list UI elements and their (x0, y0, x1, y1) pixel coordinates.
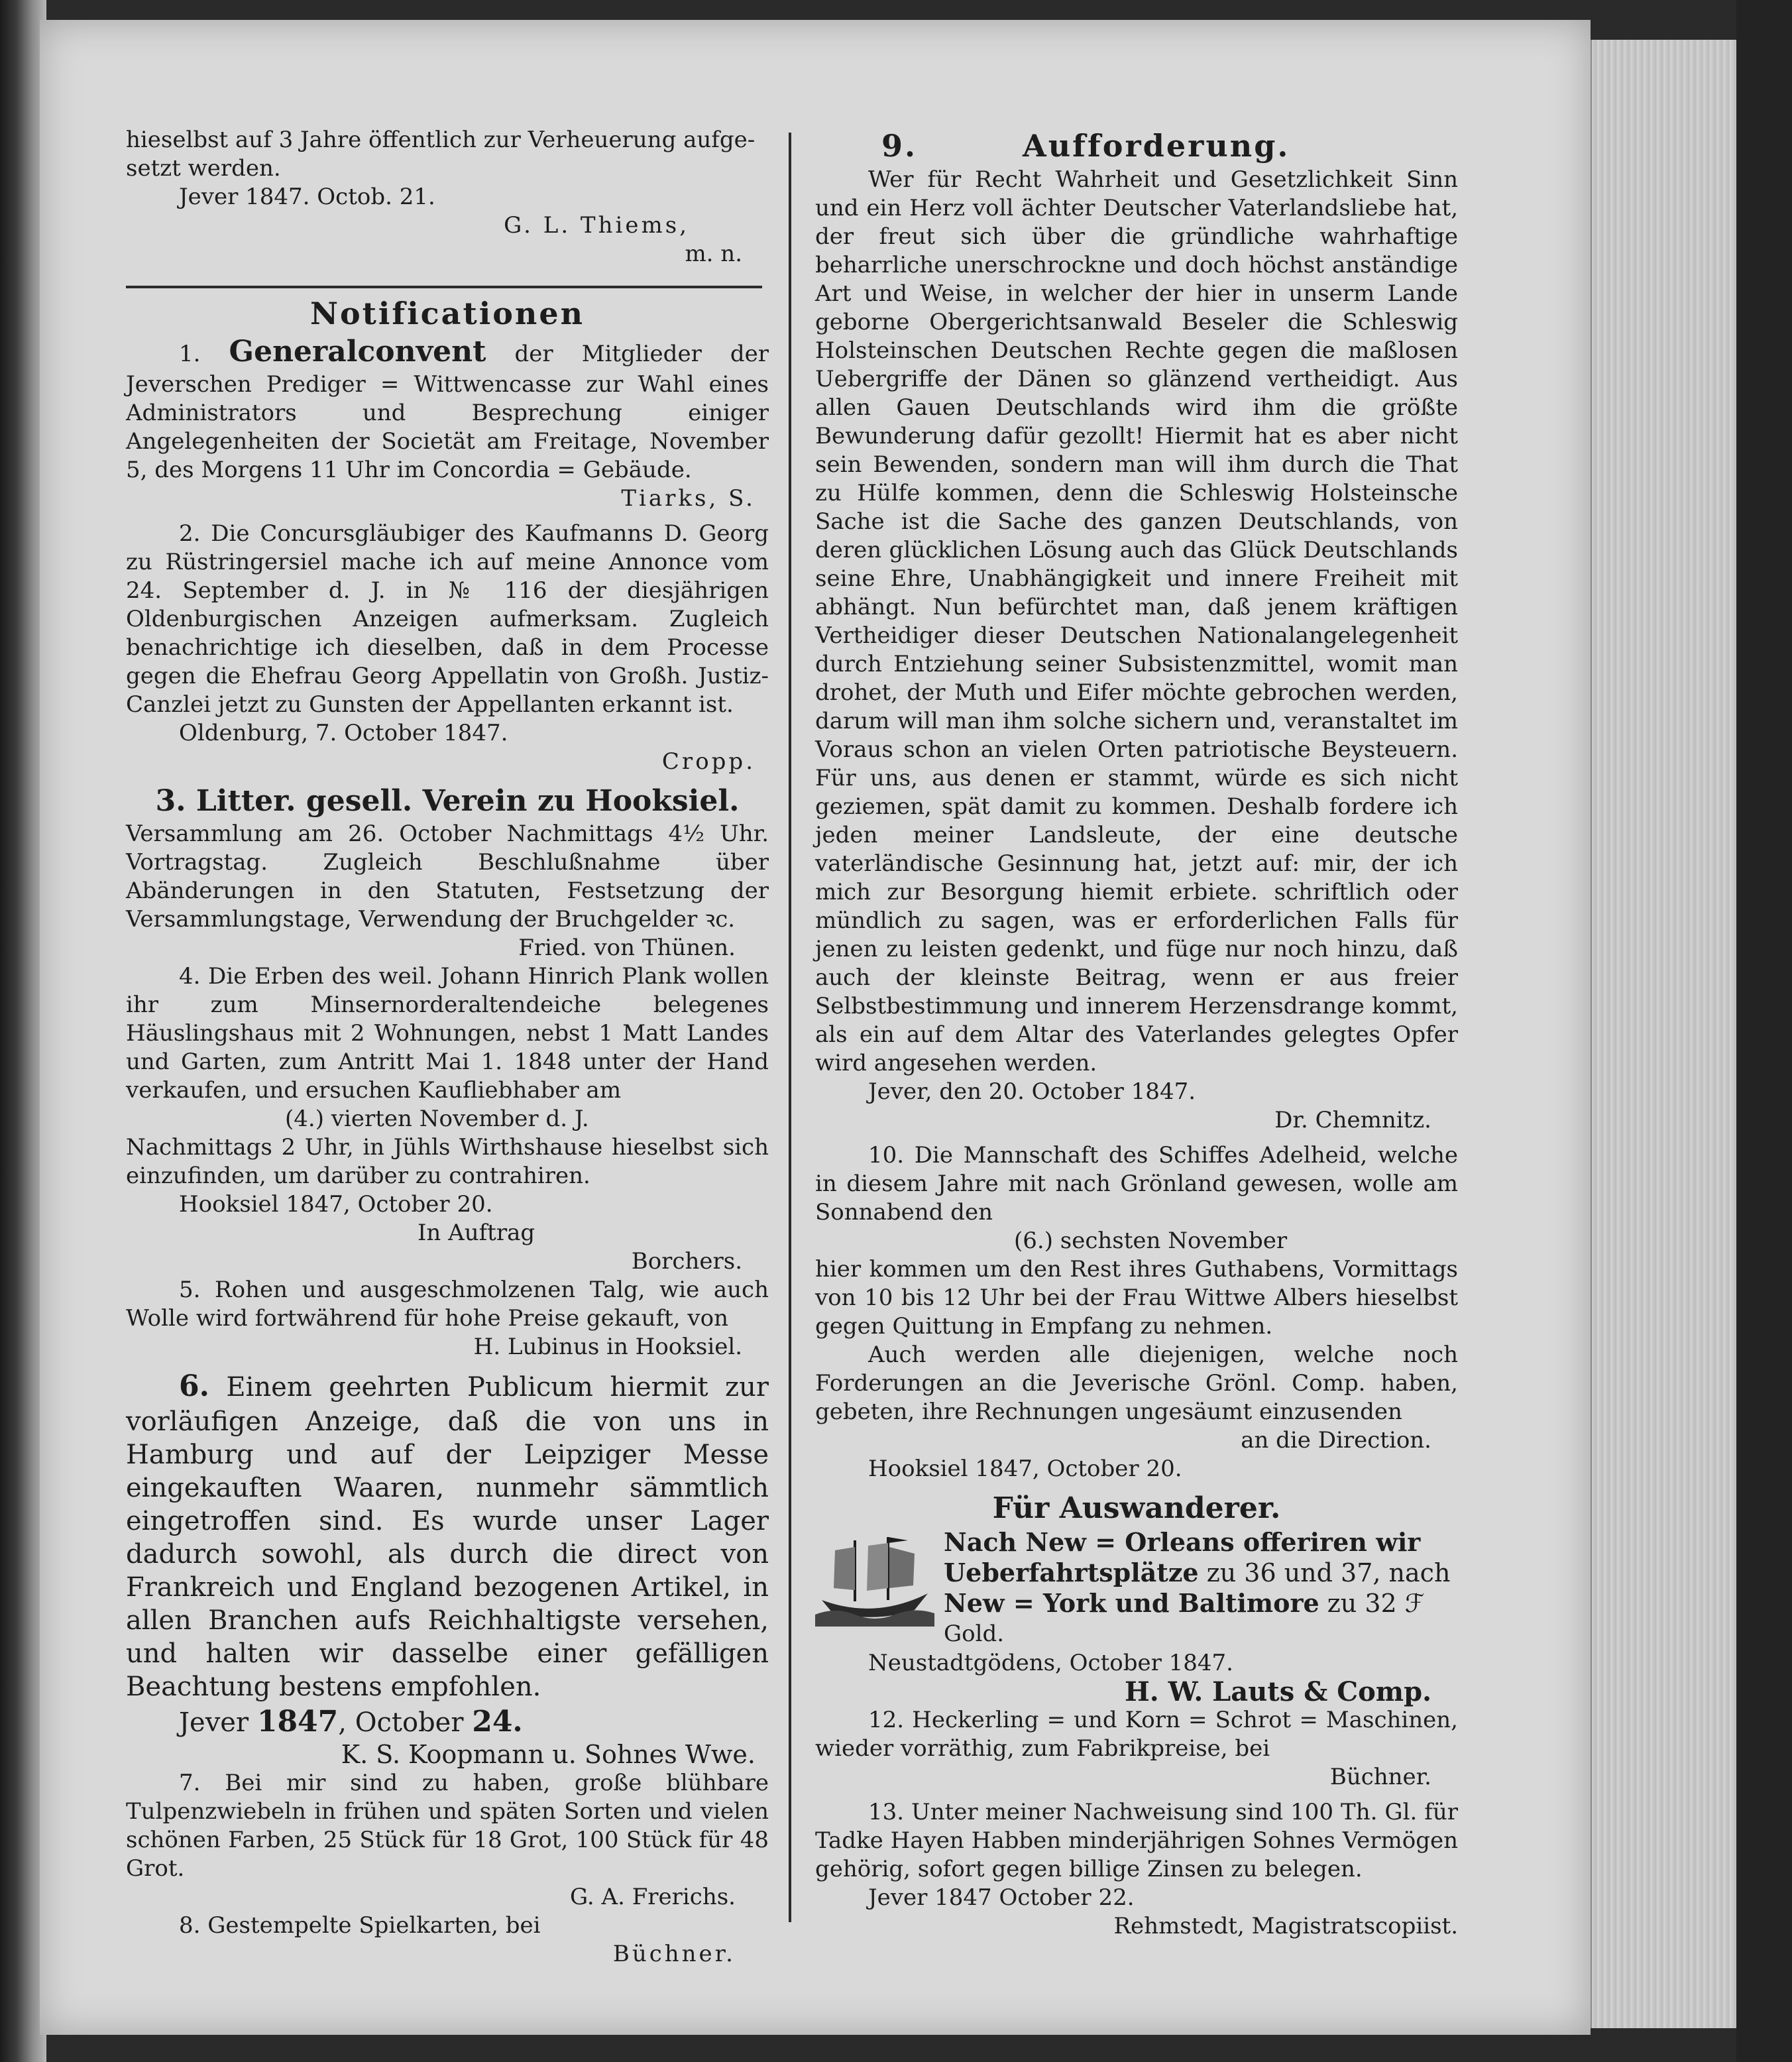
notice-6-number: 6. (179, 1369, 209, 1403)
notice-9-signature: Dr. Chemnitz. (1274, 1107, 1431, 1133)
notice-10-text-2: hier kommen um den Rest ihres Guthabens, Vormittags von 10 bis 12 Uhr bei der Frau Wittwe Albers hieselbst gegen Quittung in Empfang zu nehmen. (815, 1256, 1458, 1340)
notice-11-a3b: zu 32 ℱ (1327, 1589, 1425, 1618)
notice-9-number: 9. (881, 128, 918, 164)
right-column (815, 126, 1458, 1941)
notice-3-text: Versammlung am 26. October Nachmittags 4½ Uhr. Vortragstag. Zugleich Beschlußnahme über Abänderungen in den Statuten, Festsetzung der Versammlungstage, Verwendung der Bruchgelder ꝛc. (126, 821, 769, 933)
notice-4-text: 4. Die Erben des weil. Johann Hinrich Plank wollen ihr zum Minsernorderaltendeiche belegenes Häuslingshaus mit 2 Wohnungen, nebst 1 Matt Landes und Garten, zum Antritt Mai 1. 1848 unter der Hand verkaufen, und ersuchen Kaufliebhaber am (126, 963, 769, 1104)
intro-line-2: setzt werden. (126, 155, 281, 182)
notice-2-date: Oldenburg, 7. October 1847. (179, 720, 508, 746)
notice-6-date-day: 24. (472, 1705, 523, 1739)
notice-1-signature: Tiarks, S. (621, 485, 756, 512)
notice-8-text: 8. Gestempelte Spielkarten, bei (179, 1912, 541, 1939)
notice-4-date: Hooksiel 1847, October 20. (179, 1191, 493, 1218)
notice-6-date-place: Jever (179, 1707, 249, 1738)
intro-date: Jever 1847. Octob. 21. (179, 184, 435, 210)
notice-5-signature: H. Lubinus in Hooksiel. (473, 1334, 742, 1360)
notice-11-line-1 (944, 1527, 1450, 1558)
notice-2-signature: Cropp. (661, 748, 756, 775)
notice-6-date-year: 1847 (256, 1705, 339, 1739)
notice-12-signature: Büchner. (1329, 1764, 1431, 1790)
notice-10-date: Hooksiel 1847, October 20. (868, 1456, 1182, 1482)
notice-1-heading: Generalconvent (229, 335, 486, 369)
notice-11-date: Neustadtgödens, October 1847. (868, 1650, 1233, 1676)
notice-6-text: Einem geehrten Publicum hiermit zur vorläufigen Anzeige, daß die von uns in Hamburg und auf der Leipziger Messe eingekauften Waaren, nunmehr sämmtlich eingetroffen sind. Es wurde unser Lager dadurch sowohl, als durch die direct von Frankreich und England bezogenen Artikel, in allen Branchen aufs Reichhaltigste versehen, und halten wir dasselbe einer gefälligen Beachtung bestens empfohlen. (126, 1372, 769, 1702)
notice-4-signature: Borchers. (631, 1248, 742, 1275)
notice-1 (126, 333, 769, 485)
notice-10-direction: an die Direction. (1241, 1427, 1431, 1454)
left-column (126, 126, 769, 1969)
notice-11-a3: New = York und Baltimore (944, 1588, 1319, 1618)
notice-9-heading-line (815, 126, 1458, 166)
notice-7-text: 7. Bei mir sind zu haben, große blühbare Tulpenzwiebeln in frühen und späten Sorten und vielen schönen Farben, 25 Stück für 18 Grot, 100 Stück für 48 Grot. (126, 1770, 769, 1882)
notice-6-signature: K. S. Koopmann u. Sohnes Wwe. (341, 1740, 756, 1769)
notice-11-signature: H. W. Lauts & Comp. (1124, 1676, 1431, 1707)
notice-6 (126, 1368, 769, 1703)
notice-4-date-line: (4.) vierten November d. J. (285, 1106, 589, 1132)
notice-6-date-month: , October (338, 1707, 464, 1738)
notice-11-a2: Ueberfahrtsplätze (944, 1558, 1199, 1587)
notice-1-text: der Mitglieder der Jeverschen Prediger = Wittwencasse zur Wahl eines Administrators und Besprechung einiger Angelegenheiten der Societät am Freitage, November 5, des Morgens 11 Uhr im Concordia = Gebäude. (126, 341, 769, 483)
notice-9-heading: Aufforderung. (1023, 128, 1290, 164)
notice-12-text: 12. Heckerling = und Korn = Schrot = Maschinen, wieder vorräthig, zum Fabrikpreise, bei (815, 1707, 1458, 1762)
notice-13-date: Jever 1847 October 22. (868, 1884, 1135, 1911)
ship-icon (815, 1527, 934, 1627)
notice-13-text: 13. Unter meiner Nachweisung sind 100 Th. Gl. für Tadke Hayen Habben minderjährigen Sohnes Vermögen gehörig, sofort gegen billige Zinsen zu belegen. (815, 1799, 1458, 1882)
notice-11-text (944, 1527, 1450, 1649)
notice-11-line-2 (944, 1558, 1450, 1588)
notice-11-a4: Gold. (944, 1621, 1005, 1647)
intro-signature: G. L. Thiems, (504, 212, 689, 239)
notice-9-text: Wer für Recht Wahrheit und Gesetzlichkeit Sinn und ein Herz voll ächter Deutscher Vaterlandsliebe hat, der freut sich über die gründliche wahrhaftige beharrliche unerschrockne und doch höchst anständige Art und Weise, in welcher der hier in unserm Lande geborne Obergerichtsanwald Beseler die Schleswig Holsteinschen Deutschen Rechte gegen die maßlosen Uebergriffe der Dänen so glänzend vertheidigt. Aus allen Gauen Deutschlands wird ihm die größte Bewunderung dafür gezollt! Hiermit hat es aber nicht sein Bewenden, sondern man will ihm durch die That zu Hülfe kommen, denn die Schleswig Holsteinsche Sache ist die Sache des ganzen Deutschlands, von deren glücklichen Lösung auch das Glück Deutschlands seine Ehre, Unabhängigkeit und innere Freiheit mit abhängt. Nun befürchtet man, daß jenem kräftigen Vertheidiger dieser Deutschen Nationalangelegenheit durch Entziehung seiner Subsistenzmittel, womit man drohet, der Muth und Eifer möchte gebrochen werden, darum will man ihm solche sichern und, veranstaltet im Voraus schon an vielen Orten patriotische Beysteuern. Für uns, aus denen er stammt, würde es sich nicht geziemen, spät damit zu kommen. Deshalb fordere ich jeden meiner Landsleute, der eine deutsche vaterländische Gesinnung hat, jetzt auf: mir, der ich mich zur Besorgung hiemit erbiete. schriftlich oder mündlich zu sagen, was er erforderlichen Falls für jenen zu leisten gedenkt, und füge nur noch hinzu, daß auch der kleinste Beitrag, wenn er aus freier Selbstbestimmung und innerem Herzensdrange kommt, als ein auf dem Altar des Vaterlandes gelegtes Opfer wird angesehen werden. (815, 166, 1458, 1076)
notice-11-heading: Für Auswanderer. (992, 1491, 1281, 1525)
notice-9-date: Jever, den 20. October 1847. (868, 1078, 1196, 1105)
page-stack-edge (1591, 40, 1738, 2028)
notice-1-number: 1. (179, 341, 201, 367)
notice-3-heading: 3. Litter. gesell. Verein zu Hooksiel. (155, 784, 740, 818)
notice-6-date (126, 1703, 769, 1741)
notice-3-signature: Fried. von Thünen. (518, 935, 736, 961)
notice-11-ad (815, 1527, 1458, 1649)
notice-13-signature: Rehmstedt, Magistratscopiist. (1113, 1913, 1458, 1939)
notice-2-text: 2. Die Concursgläubiger des Kaufmanns D. Georg zu Rüstringersiel mache ich auf meine Annonce vom 24. September d. J. in № 116 der diesjährigen Oldenburgischen Anzeigen aufmerksam. Zugleich benachrichtige ich dieselben, daß in dem Processe gegen die Ehefrau Georg Appellatin von Großh. Justiz-Canzlei jetzt zu Gunsten der Appellanten erkannt ist. (126, 520, 769, 718)
binding-background (1736, 0, 1792, 2062)
column-divider (789, 133, 791, 1922)
notice-7-signature: G. A. Frerichs. (569, 1884, 736, 1910)
section-title: Notificationen (309, 296, 585, 331)
notice-11-a1: Nach New = Orleans offeriren wir (944, 1527, 1421, 1557)
notice-10-text-3: Auch werden alle diejenigen, welche noch Forderungen an die Jeverische Grönl. Comp. haben, gebeten, ihre Rechnungen ungesäumt einzusenden (815, 1342, 1458, 1425)
notice-4-text-2: Nachmittags 2 Uhr, in Jühls Wirthshause hieselbst sich einzufinden, um darüber zu contrahiren. (126, 1134, 769, 1189)
notice-4-auftrag: In Auftrag (418, 1220, 535, 1246)
notice-5-text: 5. Rohen und ausgeschmolzenen Talg, wie auch Wolle wird fortwährend für hohe Preise gekauft, von (126, 1277, 769, 1332)
notice-10-date-line: (6.) sechsten November (1014, 1228, 1288, 1254)
intro-line-1: hieselbst auf 3 Jahre öffentlich zur Verheuerung aufge- (126, 127, 756, 153)
notice-11-a2b: zu 36 und 37, nach (1206, 1558, 1451, 1587)
notice-10-text: 10. Die Mannschaft des Schiffes Adelheid, welche in diesem Jahre mit nach Grönland gewesen, wolle am Sonnabend den (815, 1142, 1458, 1226)
intro-signature-2: m. n. (685, 241, 742, 267)
notice-8-signature: Büchner. (612, 1941, 736, 1967)
notice-11-line-3 (944, 1588, 1450, 1619)
